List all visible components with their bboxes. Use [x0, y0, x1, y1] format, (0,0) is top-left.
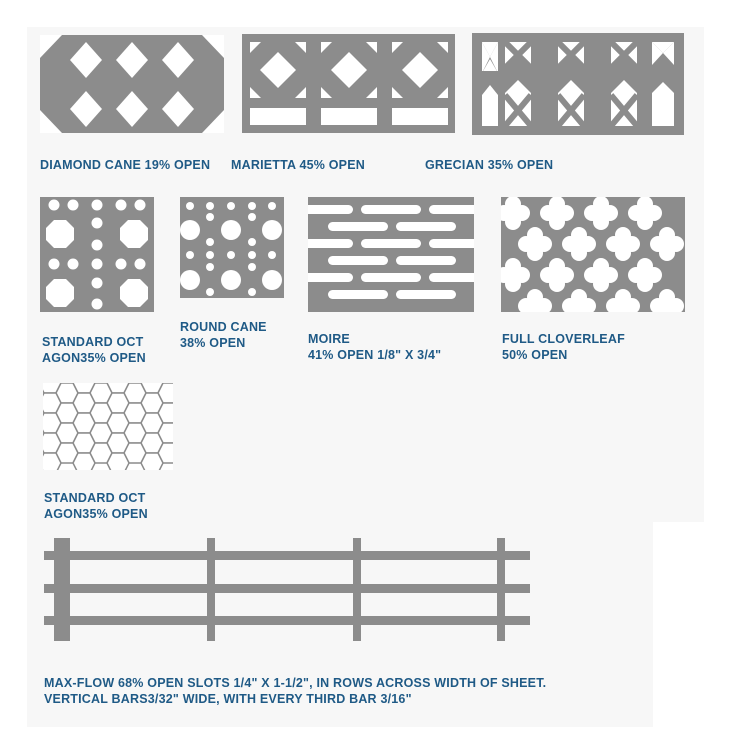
standard-octagon-swatch [40, 197, 154, 312]
max-flow-label-line-2: VERTICAL BARS3/32" WIDE, WITH EVERY THIRD BAR 3/16" [44, 692, 412, 706]
diamond-cane-swatch [40, 35, 224, 133]
standard-octagon-hex-label [44, 490, 148, 522]
full-cloverleaf-label-line-1: FULL CLOVERLEAF [502, 332, 625, 346]
marietta-label [231, 157, 365, 173]
grecian-swatch [472, 33, 684, 135]
standard-octagon-hex-swatch [43, 383, 173, 470]
max-flow-label [44, 675, 546, 707]
max-flow-swatch [44, 538, 530, 641]
full-cloverleaf-label [502, 331, 625, 363]
standard-octagon-label [42, 334, 146, 366]
marietta-swatch [242, 34, 455, 133]
standard-octagon-label-line-2: AGON35% OPEN [42, 351, 146, 365]
round-cane-label-line-2: 38% OPEN [180, 336, 246, 350]
standard-octagon-hex-label-line-1: STANDARD OCT [44, 491, 146, 505]
full-cloverleaf-swatch [501, 197, 685, 312]
moire-label-line-2: 41% OPEN 1/8" X 3/4" [308, 348, 442, 362]
max-flow-label-line-1: MAX-FLOW 68% OPEN SLOTS 1/4" X 1-1/2", IN ROWS ACROSS WIDTH OF SHEET. [44, 676, 547, 690]
marietta-label-line-1: MARIETTA 45% OPEN [231, 158, 365, 172]
round-cane-label-line-1: ROUND CANE [180, 320, 267, 334]
standard-octagon-label-line-1: STANDARD OCT [42, 335, 144, 349]
full-cloverleaf-label-line-2: 50% OPEN [502, 348, 568, 362]
round-cane-label [180, 319, 267, 351]
diamond-cane-label-line-1: DIAMOND CANE 19% OPEN [40, 158, 211, 172]
standard-octagon-hex-label-line-2: AGON35% OPEN [44, 507, 148, 521]
diamond-cane-label [40, 157, 210, 173]
grecian-label-line-1: GRECIAN 35% OPEN [425, 158, 554, 172]
grecian-label [425, 157, 553, 173]
moire-label [308, 331, 441, 363]
round-cane-swatch [180, 197, 284, 298]
moire-label-line-1: MOIRE [308, 332, 350, 346]
moire-swatch [308, 197, 474, 312]
